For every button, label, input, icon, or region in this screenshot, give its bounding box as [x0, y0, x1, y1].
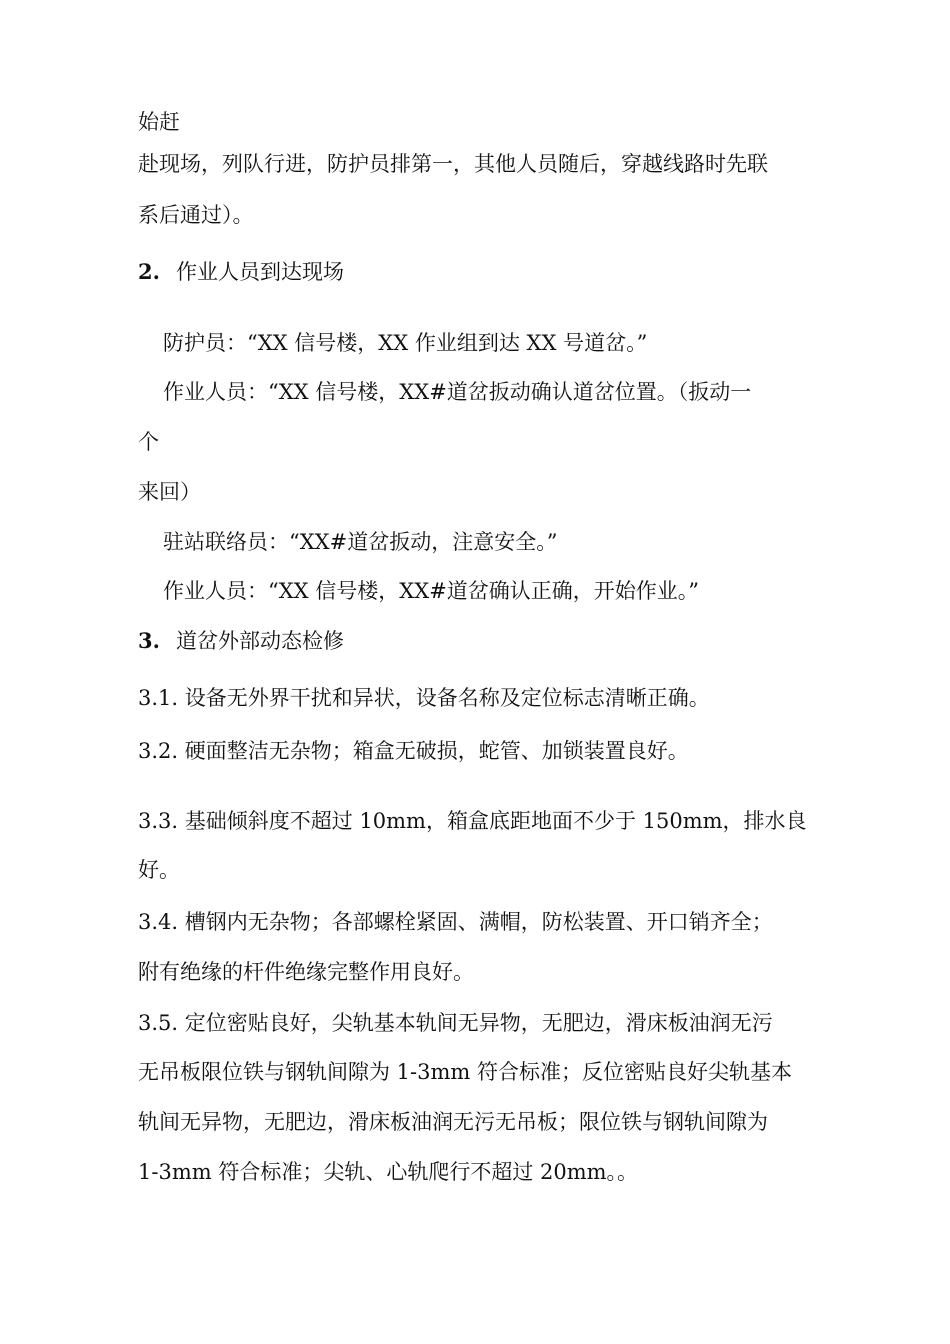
text-line: 轨间无异物，无肥边，滑床板油润无污无吊板；限位铁与钢轨间隙为 [138, 1110, 768, 1134]
text-line: 1-3mm 符合标准；尖轨、心轨爬行不超过 20mm。。 [138, 1160, 639, 1184]
text-line: 附有绝缘的杆件绝缘完整作用良好。 [138, 960, 474, 984]
text-line: 3.3. 基础倾斜度不超过 10mm，箱盒底距地面不少于 150mm，排水良 [138, 809, 807, 833]
section-title: 作业人员到达现场 [176, 260, 344, 284]
text-line: 赴现场，列队行进，防护员排第一，其他人员随后，穿越线路时先联 [138, 152, 768, 176]
text-line: 3.4. 槽钢内无杂物；各部螺栓紧固、满帽，防松装置、开口销齐全； [138, 910, 773, 934]
text-line: 作业人员：“XX 信号楼，XX#道岔扳动确认道岔位置。（扳动一 [163, 380, 752, 404]
text-line: 3.5. 定位密贴良好，尖轨基本轨间无异物，无肥边，滑床板油润无污 [138, 1011, 773, 1035]
text-line: 防护员：“XX 信号楼，XX 作业组到达 XX 号道岔。” [163, 331, 648, 355]
section-number: 2. [138, 259, 160, 284]
text-line: 好。 [138, 858, 180, 882]
text-line: 3.1. 设备无外界干扰和异状，设备名称及定位标志清晰正确。 [138, 686, 710, 710]
text-line: 始赶 [138, 110, 180, 134]
section-heading-3 [138, 627, 344, 655]
text-line: 作业人员：“XX 信号楼，XX#道岔确认正确，开始作业。” [163, 579, 700, 603]
text-line: 驻站联络员：“XX#道岔扳动，注意安全。” [163, 530, 558, 554]
text-line: 无吊板限位铁与钢轨间隙为 1-3mm 符合标准；反位密贴良好尖轨基本 [138, 1060, 792, 1084]
text-line: 个 [138, 430, 159, 454]
text-line: 系后通过）。 [138, 203, 254, 227]
section-number: 3. [138, 628, 160, 653]
text-line: 3.2. 硬面整洁无杂物；箱盒无破损，蛇管、加锁装置良好。 [138, 739, 689, 763]
section-title: 道岔外部动态检修 [176, 629, 344, 653]
section-heading-2 [138, 258, 344, 286]
text-line: 来回） [138, 480, 201, 504]
